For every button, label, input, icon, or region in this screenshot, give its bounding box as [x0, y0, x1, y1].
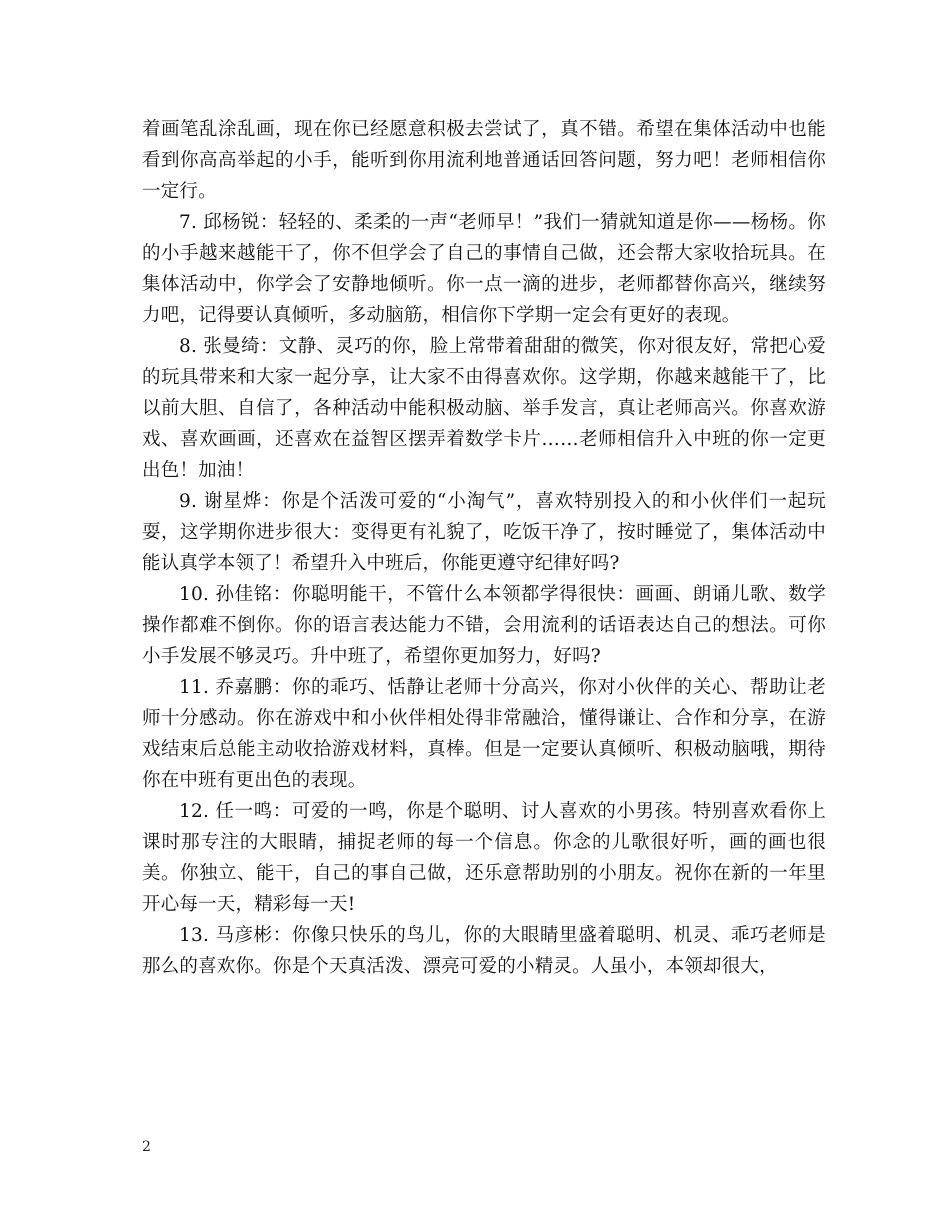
- paragraph-continuation: 着画笔乱涂乱画，现在你已经愿意积极去尝试了，真不错。希望在集体活动中也能看到你高高举起的小手，能听到你用流利地普通话回答问题，努力吧！老师相信你一定行。: [142, 119, 826, 202]
- paragraph-comment-13: 13. 马彦彬：你像只快乐的鸟儿，你的大眼睛里盛着聪明、机灵、乖巧老师是那么的喜欢你。你是个天真活泼、漂亮可爱的小精灵。人虽小，本领却很大，: [142, 925, 826, 977]
- paragraph-comment-12: 12. 任一鸣：可爱的一鸣，你是个聪明、讨人喜欢的小男孩。特别喜欢看你上课时那专注的大眼睛，捕捉老师的每一个信息。你念的儿歌很好听，画的画也很美。你独立、能干，自己的事自己做，还乐意帮助别的小朋友。祝你在新的一年里开心每一天，精彩每一天!: [142, 801, 826, 915]
- paragraph-comment-7: 7. 邱杨锐：轻轻的、柔柔的一声“老师早！”我们一猜就知道是你——杨杨。你的小手越来越能干了，你不但学会了自己的事情自己做，还会帮大家收拾玩具。在集体活动中，你学会了安静地倾听。你一点一滴的进步，老师都替你高兴，继续努力吧，记得要认真倾听，多动脑筋，相信你下学期一定会有更好的表现。: [142, 212, 826, 326]
- paragraph-comment-10: 10. 孙佳铭：你聪明能干，不管什么本领都学得很快：画画、朗诵儿歌、数学操作都难不倒你。你的语言表达能力不错，会用流利的话语表达自己的想法。可你小手发展不够灵巧。升中班了，希望你更加努力，好吗?: [142, 584, 826, 667]
- page-number: 2: [142, 1139, 151, 1155]
- paragraph-comment-8: 8. 张曼绮：文静、灵巧的你，脸上常带着甜甜的微笑，你对很友好，常把心爱的玩具带来和大家一起分享，让大家不由得喜欢你。这学期，你越来越能干了，比以前大胆、自信了，各种活动中能积极动脑、举手发言，真让老师高兴。你喜欢游戏、喜欢画画，还喜欢在益智区摆弄着数学卡片……老师相信升入中班的你一定更出色！加油！: [142, 336, 827, 481]
- paragraph-comment-9: 9. 谢星烨：你是个活泼可爱的“小淘气”，喜欢特别投入的和小伙伴们一起玩耍，这学期你进步很大：变得更有礼貌了，吃饭干净了，按时睡觉了，集体活动中能认真学本领了！希望升入中班后，你能更遵守纪律好吗?: [142, 491, 826, 574]
- document-body: [142, 114, 826, 982]
- paragraph-comment-11: 11. 乔嘉鹏：你的乖巧、恬静让老师十分高兴，你对小伙伴的关心、帮助让老师十分感动。你在游戏中和小伙伴相处得非常融洽，懂得谦让、合作和分享，在游戏结束后总能主动收拾游戏材料，真棒。但是一定要认真倾听、积极动脑哦，期待你在中班有更出色的表现。: [142, 677, 826, 791]
